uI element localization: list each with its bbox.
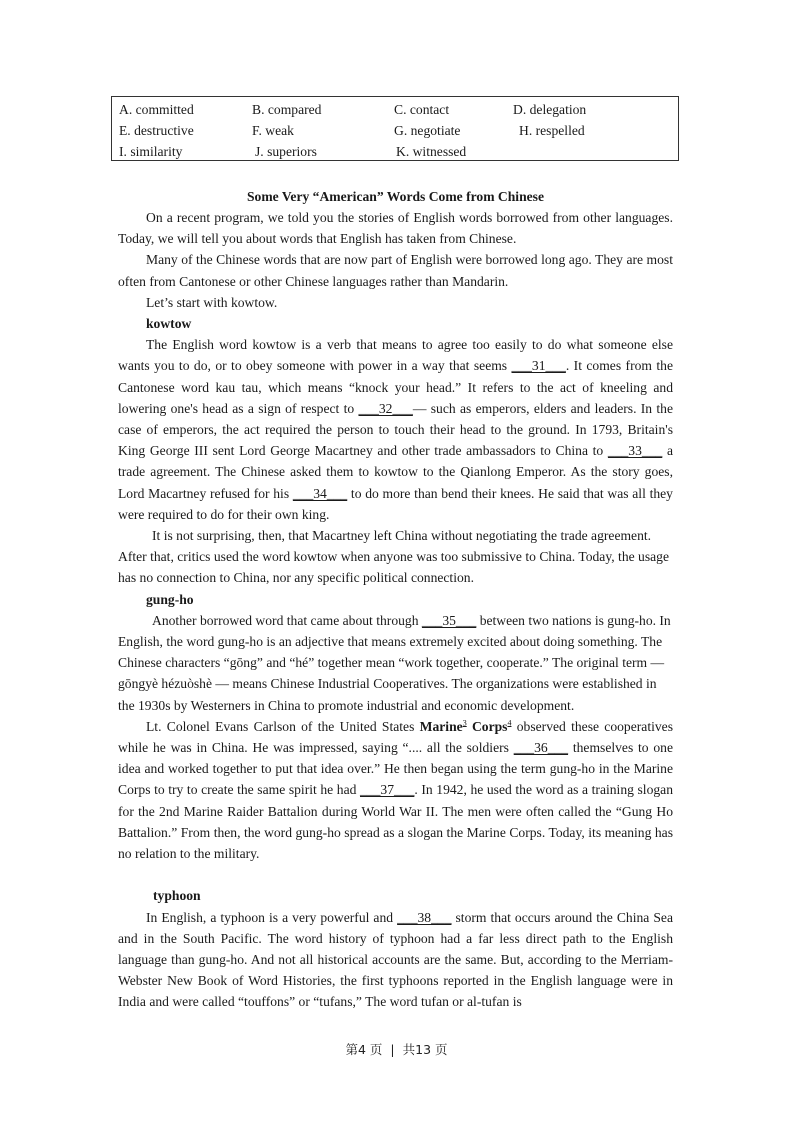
text-run: The English word kowtow is a verb that means to agree too easily to do what someone else wants you to do, or to obey someone with power in a way that seems xyxy=(118,337,673,374)
intro-paragraph-1: On a recent program, we told you the stories of English words borrowed from other languages. Today, we will tell you about words that English has taken from Chinese. xyxy=(118,210,673,247)
blank-31: ___31___ xyxy=(511,358,566,374)
gung-ho-paragraph-1 xyxy=(118,610,673,716)
option-j: J. superiors xyxy=(255,144,317,159)
option-e: E. destructive xyxy=(119,123,194,138)
text-run: Lt. Colonel Evans Carlson of the United States xyxy=(146,718,420,734)
blank-33: ___33___ xyxy=(607,443,663,459)
text-run: storm that occurs around the China Sea and in the South Pacific. The word history of typhoon had a far less direct path to the English language than gung-ho. And not all historical accounts are the same. But, according to the Merriam-Webster New Book of Word Histories, the first typhoons reported in the English language were in India and were called “touffons” or “tufans,” The word tufan or al-tufan is xyxy=(118,909,673,1010)
footnote-4[interactable]: 4 xyxy=(507,718,512,728)
marine-term: Marine xyxy=(419,718,463,734)
section-heading-kowtow: kowtow xyxy=(146,316,192,332)
option-g: G. negotiate xyxy=(394,123,461,138)
text-run: In English, a typhoon is a very powerful and xyxy=(146,909,398,925)
option-a: A. committed xyxy=(119,102,194,117)
text-run: . In 1942, he used the word as a training slogan for the 2nd Marine Raider Battalion during World War II. The men were often called the “Gung Ho Battalion.” From then, the word gung-ho spread as a slogan the Marine Corps. Today, its meaning has no relation to the military. xyxy=(118,782,673,862)
article xyxy=(118,186,673,1013)
blank-34: ___34___ xyxy=(292,485,348,501)
corps-term: Corps xyxy=(471,718,508,734)
text-run: observed these cooperatives while he was in China. He was impressed, saying “.... all the soldiers xyxy=(118,718,673,756)
blank-38: ___38___ xyxy=(397,909,452,925)
text-run: . It comes from the Cantonese word kau tau, which means “knock your head.” It refers to the act of kneeling and lowering one's head as a sign of respect to xyxy=(118,358,673,416)
intro-paragraph-3: Let’s start with kowtow. xyxy=(146,294,278,310)
text-run: — such as emperors, elders and leaders. In the case of emperors, the act required the person to touch their head to the ground. In 1793, Britain's King George III sent Lord George Macartney and other trade ambassadors to China to xyxy=(118,400,673,459)
blank-32: ___32___ xyxy=(358,400,413,416)
blank-37: ___37___ xyxy=(360,782,415,798)
option-f: F. weak xyxy=(252,123,294,138)
kowtow-paragraph-1 xyxy=(118,334,673,525)
page-separator: | xyxy=(390,1042,395,1057)
section-heading-typhoon: typhoon xyxy=(153,888,201,904)
intro-paragraph-2: Many of the Chinese words that are now part of English were borrowed long ago. They are most often from Cantonese or other Chinese languages rather than Mandarin. xyxy=(118,252,673,289)
kowtow-paragraph-2: It is not surprising, then, that Macartney left China without negotiating the trade agreement. After that, critics used the word kowtow when anyone was too submissive to China. Today, the usage has no connection to China, nor any specific political connection. xyxy=(118,528,669,586)
text-run: between two nations is gung-ho. In English, the word gung-ho is an adjective that means extremely excited about doing something. The Chinese characters “gōng” and “hé” together mean “work together, cooperate.” The original term — gōngyè hézuòshè — means Chinese Industrial Cooperatives. The organizations were established in the 1930s by Westerners in China to promote industrial and economic development. xyxy=(118,612,671,713)
spacer xyxy=(118,864,673,885)
text-run: a trade agreement. The Chinese asked them to kowtow to the Qianlong Emperor. As the story goes, Lord Macartney refused for his xyxy=(118,443,673,501)
section-heading-gung-ho: gung-ho xyxy=(146,591,194,607)
option-h: H. respelled xyxy=(519,123,585,138)
page-footer xyxy=(0,1040,793,1058)
page-total: 共13 页 xyxy=(402,1042,448,1057)
option-b: B. compared xyxy=(252,102,322,117)
gung-ho-paragraph-2 xyxy=(118,716,673,864)
blank-36: ___36___ xyxy=(513,740,569,756)
option-i: I. similarity xyxy=(119,144,183,159)
footnote-3[interactable]: 3 xyxy=(462,718,467,728)
word-options-box xyxy=(111,96,679,161)
page-number: 第4 页 xyxy=(345,1042,383,1057)
text-run: themselves to one idea and worked together to put that idea over.” He then began using the term gung-ho in the Marine Corps to try to create the same spirit he had xyxy=(118,740,673,798)
blank-35: ___35___ xyxy=(421,612,477,628)
option-d: D. delegation xyxy=(513,102,587,117)
article-title: Some Very “American” Words Come from Chinese xyxy=(246,189,545,204)
text-run: Another borrowed word that came about through xyxy=(152,612,422,628)
option-c: C. contact xyxy=(394,102,450,117)
option-k: K. witnessed xyxy=(396,144,467,159)
typhoon-paragraph-1 xyxy=(118,907,673,1013)
text-run: to do more than bend their knees. He said that was all they were required to do for their own king. xyxy=(118,485,673,522)
